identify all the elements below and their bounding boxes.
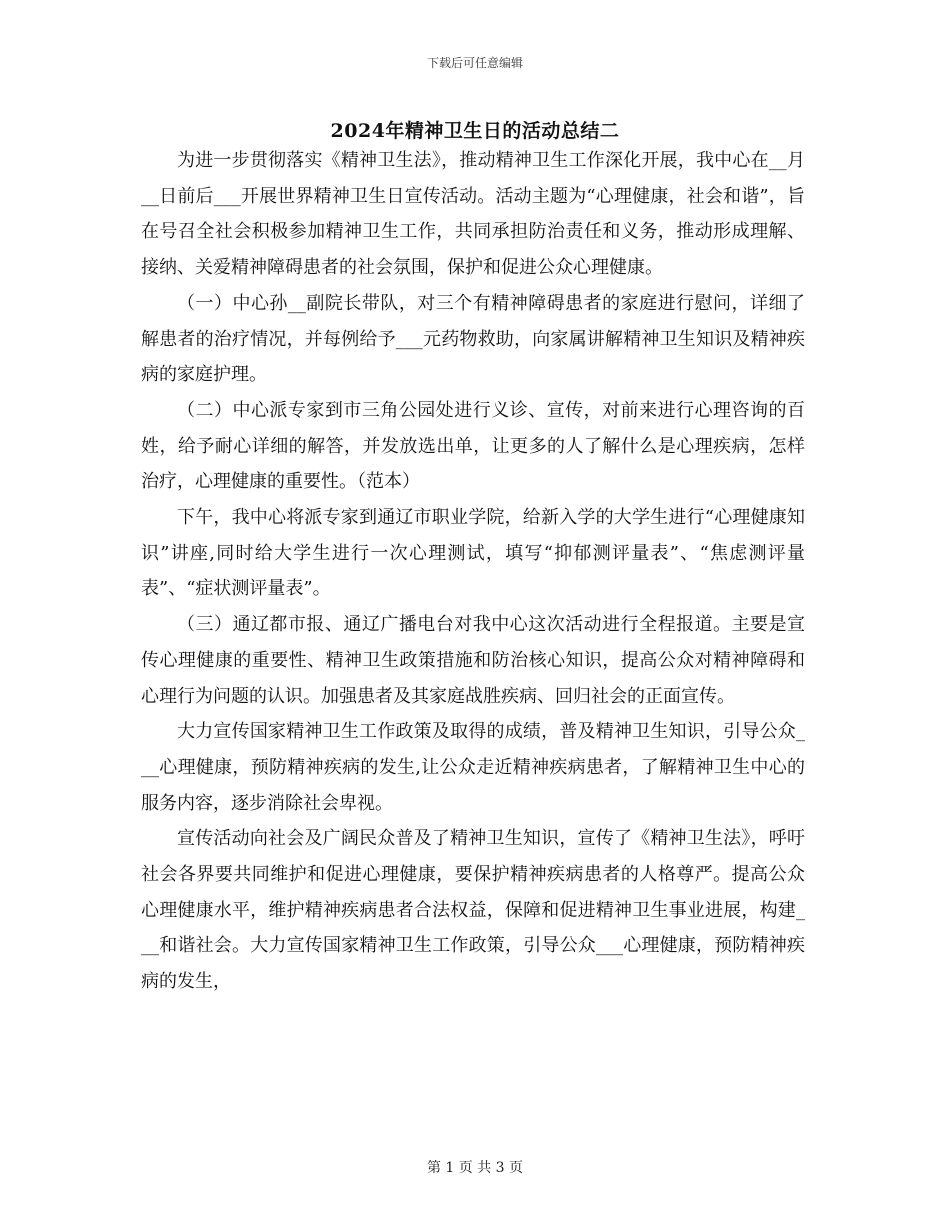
paragraph-afternoon: 下午，我中心将派专家到通辽市职业学院，给新入学的大学生进行“心理健康知识”讲座,同时给大学生进行一次心理测试，填写“抑郁测评量表”、“焦虑测评量表”、“症状测评量表”。 bbox=[141, 507, 805, 600]
paragraph-section-2: （二）中心派专家到市三角公园处进行义诊、宣传，对前来进行心理咨询的百姓，给予耐心详细的解答，并发放选出单，让更多的人了解什么是心理疾病，怎样治疗，心理健康的重要性。（范本） bbox=[141, 399, 805, 493]
page-number: 第 1 页 共 3 页 bbox=[426, 1160, 524, 1176]
document-title: 2024年精神卫生日的活动总结二 bbox=[330, 120, 620, 142]
paragraph-intro: 为进一步贯彻落实《精神卫生法》，推动精神卫生工作深化开展，我中心在__月__日前后___开展世界精神卫生日宣传活动。活动主题为“心理健康，社会和谐”，旨在号召全社会积极参加精神卫生工作，共同承担防治责任和义务，推动形成理解、接纳、关爱精神障碍患者的社会氛围，保护和促进公众心理健康。 bbox=[141, 150, 805, 279]
paragraph-section-3: （三）通辽都市报、通辽广播电台对我中心这次活动进行全程报道。主要是宣传心理健康的重要性、精神卫生政策措施和防治核心知识，提高公众对精神障碍和心理行为问题的认识。加强患者及其家庭战胜疾病、回归社会的正面宣传。 bbox=[141, 614, 805, 707]
paragraph-policy: 大力宣传国家精神卫生工作政策及取得的成绩，普及精神卫生知识，引导公众___心理健康，预防精神疾病的发生,让公众走近精神疾病患者，了解精神卫生中心的服务内容，逐步消除社会卑视。 bbox=[141, 721, 805, 814]
paragraph-section-1: （一）中心孙__副院长带队，对三个有精神障碍患者的家庭进行慰问，详细了解患者的治疗情况，并每例给予___元药物救助，向家属讲解精神卫生知识及精神疾病的家庭护理。 bbox=[141, 292, 805, 386]
paragraph-summary: 宣传活动向社会及广阔民众普及了精神卫生知识，宣传了《精神卫生法》，呼吁社会各界要共同维护和促进心理健康，要保护精神疾病患者的人格尊严。提高公众心理健康水平，维护精神疾病患者合法权益，保障和促进精神卫生事业进展，构建___和谐社会。大力宣传国家精神卫生工作政策，引导公众___心理健康，预防精神疾病的发生， bbox=[141, 828, 805, 993]
document-body bbox=[141, 143, 805, 1000]
page-header: 下载后可任意编辑 bbox=[426, 56, 523, 70]
